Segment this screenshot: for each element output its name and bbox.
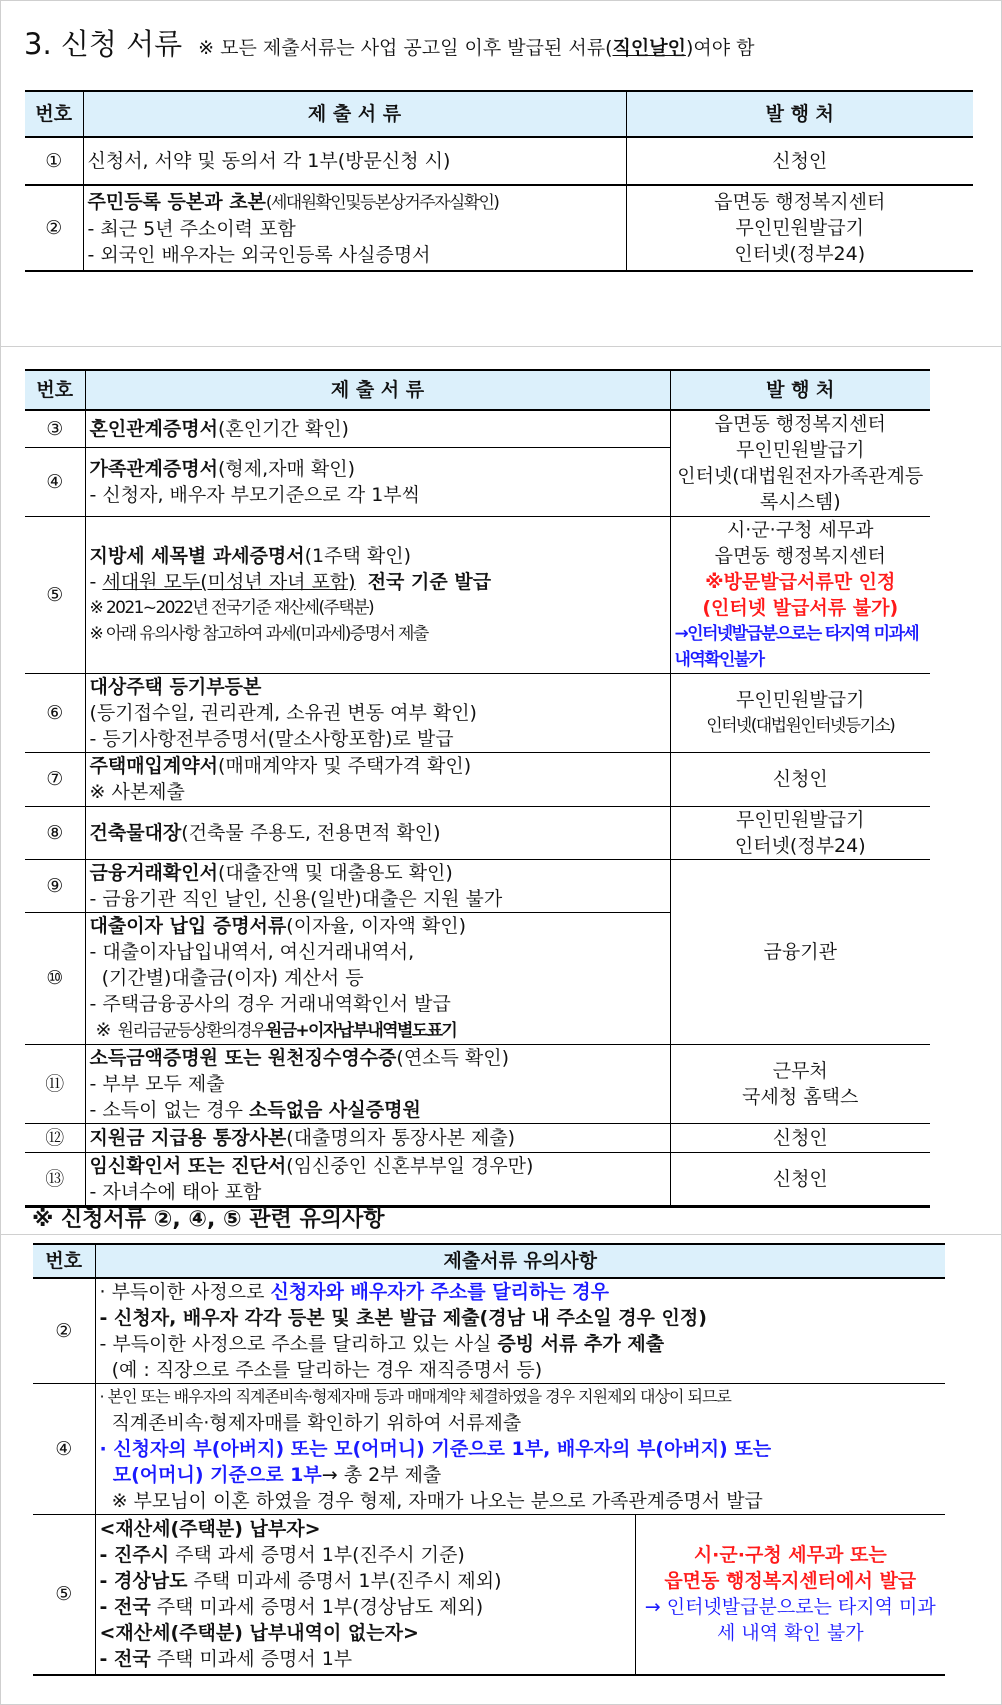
row-doc: 대출이자 납입 증명서류(이자율, 이자액 확인) - 대출이자납입내역서, 여신거래내역서, (기간별)대출금(이자) 계산서 등 - 주택금융공사의 경우 거래내역확인서 발급 ※ 원리금균등상환의경우원금+이자납부내역별도표기: [85, 912, 670, 1044]
row-doc: 소득금액증명원 또는 원천징수영수증(연소득 확인) - 부부 모두 제출 - 소득이 없는 경우 소득없음 사실증명원: [85, 1044, 670, 1123]
col-no: 번호: [25, 91, 83, 137]
row-no: ⑫: [25, 1123, 85, 1152]
row-no: ⑨: [25, 859, 85, 912]
row-issuer: 신청인: [670, 1152, 930, 1206]
row-issuer: 읍면동 행정복지센터 무인민원발급기 인터넷(대법원전자가족관계등 록시스템): [670, 410, 930, 516]
row-issuer: 읍면동 행정복지센터 무인민원발급기 인터넷(정부24): [626, 185, 973, 271]
table-row: [25, 806, 930, 859]
table-row: [25, 137, 973, 185]
row-issuer: 금융기관: [670, 859, 930, 1044]
table-row: [33, 1515, 945, 1675]
documents-table-1: [25, 90, 973, 272]
table-row: [33, 1384, 945, 1515]
row-no: ⑪: [25, 1044, 85, 1123]
row-no: ⑤: [33, 1515, 95, 1675]
row-doc: 금융거래확인서(대출잔액 및 대출용도 확인) - 금융기관 직인 날인, 신용(일반)대출은 지원 불가: [85, 859, 670, 912]
row-no: ⑧: [25, 806, 85, 859]
row-doc: 가족관계증명서(형제,자매 확인) - 신청자, 배우자 부모기준으로 각 1부씩: [85, 447, 670, 516]
notes-title: ※ 신청서류 ②, ④, ⑤ 관련 유의사항: [32, 1207, 385, 1232]
notes-table: [33, 1243, 945, 1676]
row-no: ⑥: [25, 673, 85, 752]
row-note: · 부득이한 사정으로 신청자와 배우자가 주소를 달리하는 경우 - 신청자, 배우자 각각 등본 및 초본 발급 제출(경남 내 주소일 경우 인정) - 부득이한 사정으로 주소를 달리하고 있는 사실 증빙 서류 추가 제출 (예 : 직장으로 주소를 달리하는 경우 재직증명서 등): [95, 1278, 945, 1384]
section-note: ※ 모든 제출서류는 사업 공고일 이후 발급된 서류(직인날인)여야 함: [198, 37, 755, 59]
table-row: [25, 673, 930, 752]
row-no: ④: [25, 447, 85, 516]
table-row: [25, 859, 930, 912]
table-row: [25, 1152, 930, 1206]
row-doc: 혼인관계증명서(혼인기간 확인): [85, 410, 670, 447]
table-row: [25, 752, 930, 806]
col-no: 번호: [33, 1244, 95, 1278]
table-row: [33, 1278, 945, 1384]
row-issuer: 신청인: [670, 1123, 930, 1152]
table-header-row: [33, 1244, 945, 1278]
row-note: · 본인 또는 배우자의 직계존비속·형제자매 등과 매매계약 체결하였을 경우 지원제외 대상이 되므로 직계존비속·형제자매를 확인하기 위하여 서류제출 · 신청자의 부(아버지) 또는 모(어머니) 기준으로 1부, 배우자의 부(아버지) 또는 모(어머니) 기준으로 1부→ 총 2부 제출 ※ 부모님이 이혼 하였을 경우 형제, 자매가 나오는 분으로 가족관계증명서 발급: [95, 1384, 945, 1515]
row-no: ⑩: [25, 912, 85, 1044]
row-no: ③: [25, 410, 85, 447]
col-issuer: 발 행 처: [670, 370, 930, 410]
row-no: ⑤: [25, 516, 85, 673]
section-title: 3. 신청 서류: [24, 27, 183, 61]
row-no: ②: [33, 1278, 95, 1384]
panel-divider: [0, 1234, 1002, 1235]
row-issuer: 시·군·구청 세무과 또는 읍면동 행정복지센터에서 발급 → 인터넷발급분으로는 타지역 미과세 내역 확인 불가: [635, 1515, 945, 1675]
section-header: [24, 22, 754, 63]
documents-table-2: [25, 369, 930, 1208]
row-no: ⑬: [25, 1152, 85, 1206]
table-row: [25, 516, 930, 673]
table-row: [25, 1123, 930, 1152]
row-no: ⑦: [25, 752, 85, 806]
row-issuer: 무인민원발급기 인터넷(정부24): [670, 806, 930, 859]
row-note: <재산세(주택분) 납부자> - 진주시 주택 과세 증명서 1부(진주시 기준) - 경상남도 주택 미과세 증명서 1부(진주시 제외) - 전국 주택 미과세 증명서 1부(경상남도 제외) <재산세(주택분) 납부내역이 없는자> - 전국 주택 미과세 증명서 1부: [95, 1515, 635, 1675]
row-issuer: 근무처 국세청 홈택스: [670, 1044, 930, 1123]
table-row: [25, 1044, 930, 1123]
col-doc: 제 출 서 류: [83, 91, 626, 137]
row-doc: 지방세 세목별 과세증명서(1주택 확인) - 세대원 모두(미성년 자녀 포함) 전국 기준 발급 ※ 2021~2022년 전국기준 재산세(주택분) ※ 아래 유의사항 참고하여 과세(미과세)증명서 제출: [85, 516, 670, 673]
row-issuer: 시·군·구청 세무과 읍면동 행정복지센터 ※방문발급서류만 인정 (인터넷 발급서류 불가) →인터넷발급분으로는 타지역 미과세내역확인불가: [670, 516, 930, 673]
row-issuer: 신청인: [670, 752, 930, 806]
col-issuer: 발 행 처: [626, 91, 973, 137]
table-header-row: [25, 370, 930, 410]
row-no: ④: [33, 1384, 95, 1515]
table-row: [25, 185, 973, 271]
panel-divider: [0, 346, 1002, 347]
row-issuer: 신청인: [626, 137, 973, 185]
table-header-row: [25, 91, 973, 137]
row-issuer: 무인민원발급기 인터넷(대법원인터넷등기소): [670, 673, 930, 752]
table-row: [25, 410, 930, 447]
row-doc: 지원금 지급용 통장사본(대출명의자 통장사본 제출): [85, 1123, 670, 1152]
col-no: 번호: [25, 370, 85, 410]
row-doc: 주민등록 등본과 초본(세대원확인및등본상거주자실확인) - 최근 5년 주소이력 포함 - 외국인 배우자는 외국인등록 사실증명서: [83, 185, 626, 271]
row-no: ②: [25, 185, 83, 271]
col-note: 제출서류 유의사항: [95, 1244, 945, 1278]
col-doc: 제 출 서 류: [85, 370, 670, 410]
row-doc: 건축물대장(건축물 주용도, 전용면적 확인): [85, 806, 670, 859]
row-doc: 임신확인서 또는 진단서(임신중인 신혼부부일 경우만) - 자녀수에 태아 포함: [85, 1152, 670, 1206]
row-doc: 신청서, 서약 및 동의서 각 1부(방문신청 시): [83, 137, 626, 185]
row-doc: 대상주택 등기부등본 (등기접수일, 권리관계, 소유권 변동 여부 확인) - 등기사항전부증명서(말소사항포함)로 발급: [85, 673, 670, 752]
row-no: ①: [25, 137, 83, 185]
row-doc: 주택매입계약서(매매계약자 및 주택가격 확인) ※ 사본제출: [85, 752, 670, 806]
